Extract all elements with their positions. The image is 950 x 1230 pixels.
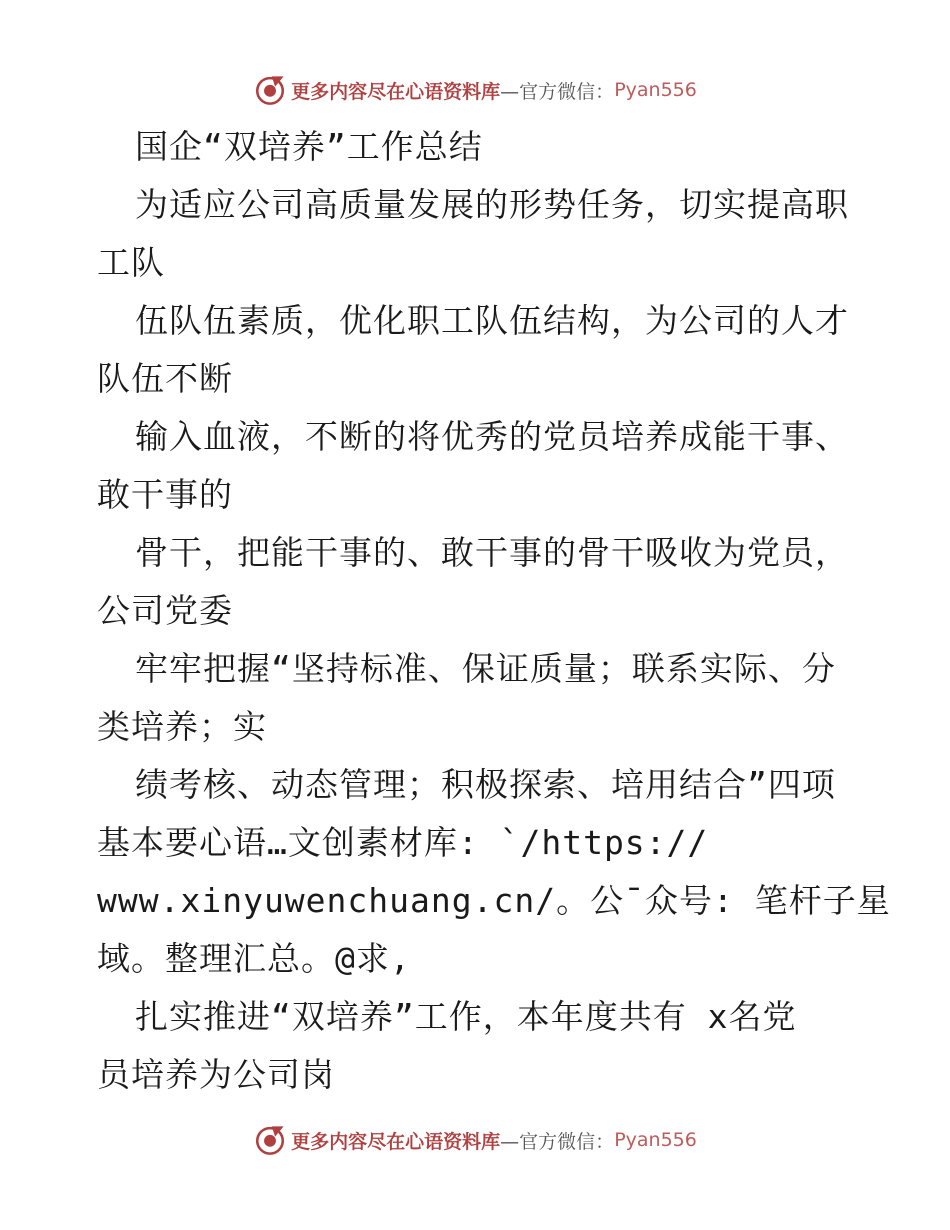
text-line: 绩考核、动态管理；积极探索、培用结合”四项 [135, 765, 836, 804]
text-line: 牢牢把握“坚持标准、保证质量；联系实际、分 [135, 649, 836, 688]
text-line: 输入血液，不断的将优秀的党员培养成能干事、 [135, 417, 849, 456]
document-title: 国企“双培养”工作总结 [135, 127, 483, 166]
text-line: 域。整理汇总。@求, [97, 939, 411, 978]
text-line: 类培养；实 [97, 707, 267, 746]
header-watermark-banner [0, 70, 950, 110]
pen-logo-icon [253, 73, 287, 107]
text-line: 工队 [97, 243, 165, 282]
text-line: 员培养为公司岗 [97, 1055, 335, 1094]
banner-main-text: 更多内容尽在心语资料库 [291, 1130, 501, 1153]
text-line: 公司党委 [97, 591, 233, 630]
text-line: 扎实推进“双培养”工作，本年度共有 x名党 [135, 997, 797, 1036]
text-line: www.xinyuwenchuang.cn/。公¯众号: 笔杆子星 [97, 881, 891, 920]
document-body [97, 118, 891, 1104]
text-line: 伍队伍素质，优化职工队伍结构，为公司的人才 [135, 301, 849, 340]
footer-watermark-banner [0, 1120, 950, 1160]
pen-logo-icon [253, 1123, 287, 1157]
banner-wechat-id: Pyan556 [614, 79, 697, 101]
text-line: 基本要心语…文创素材库: `/https:// [97, 823, 709, 862]
text-line: 骨干，把能干事的、敢干事的骨干吸收为党员， [135, 533, 849, 572]
text-line: 队伍不断 [97, 359, 233, 398]
banner-sub-text: —官方微信： [500, 1130, 615, 1153]
text-line: 敢干事的 [97, 475, 233, 514]
banner-sub-text: —官方微信： [500, 80, 615, 103]
banner-wechat-id: Pyan556 [614, 1129, 697, 1151]
text-line: 为适应公司高质量发展的形势任务，切实提高职 [135, 185, 849, 224]
banner-main-text: 更多内容尽在心语资料库 [291, 80, 501, 103]
